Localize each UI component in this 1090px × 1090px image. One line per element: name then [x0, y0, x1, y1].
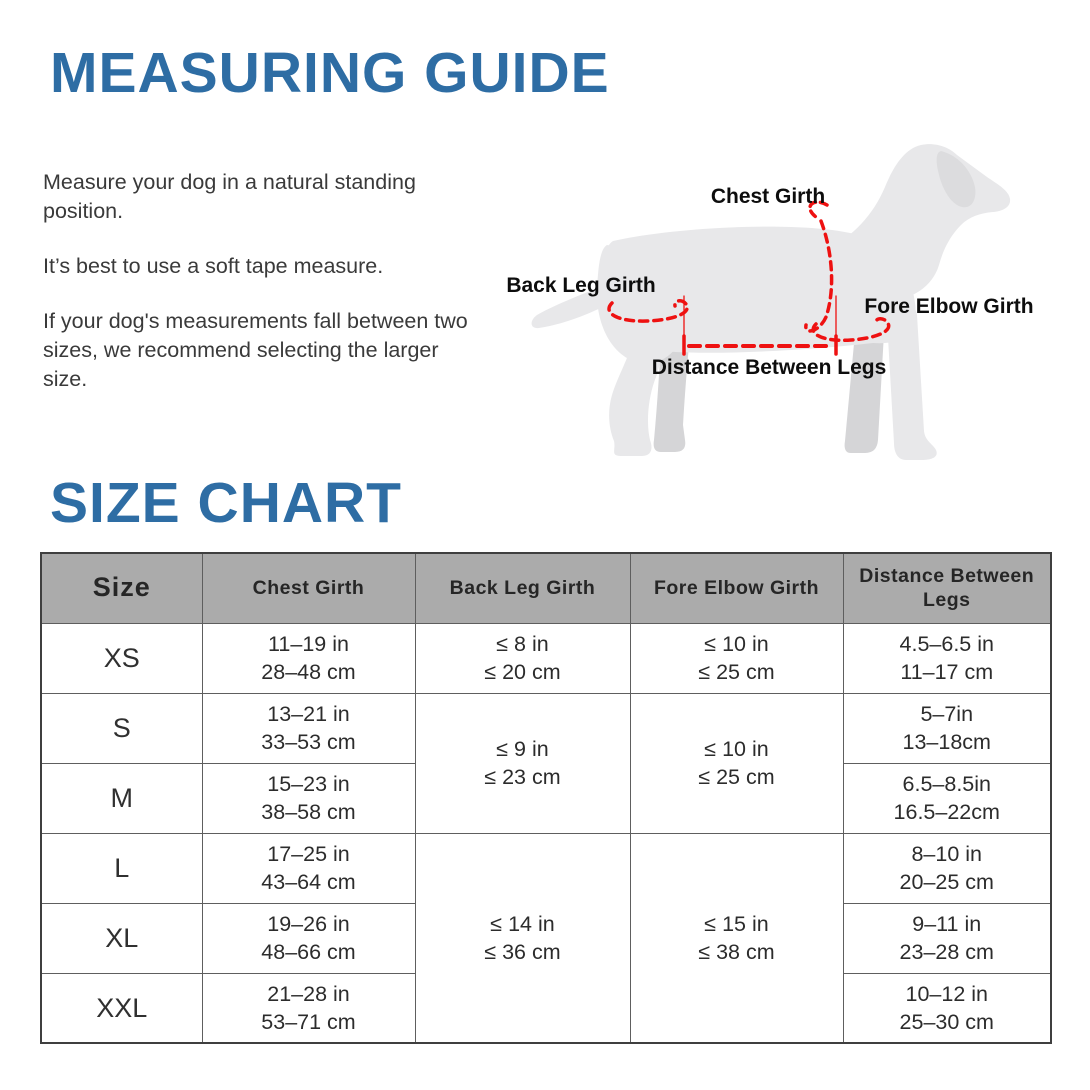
back-leg-girth-value-merged-l-xxl: ≤ 14 in ≤ 36 cm: [415, 833, 630, 1043]
column-header-chest-girth: Chest Girth: [202, 553, 415, 623]
distance-between-legs-value: 9–11 in 23–28 cm: [843, 903, 1051, 973]
table-row-xs: [41, 623, 1051, 693]
size-value: XS: [41, 623, 202, 693]
back-leg-girth-value: ≤ 8 in ≤ 20 cm: [415, 623, 630, 693]
column-header-size: Size: [41, 553, 202, 623]
chest-girth-value: 19–26 in 48–66 cm: [202, 903, 415, 973]
size-value: XXL: [41, 973, 202, 1043]
table-row-s: [41, 693, 1051, 763]
chest-girth-value: 11–19 in 28–48 cm: [202, 623, 415, 693]
distance-between-legs-value: 10–12 in 25–30 cm: [843, 973, 1051, 1043]
instruction-paragraph: Measure your dog in a natural standing position.: [43, 170, 416, 223]
instruction-paragraph: If your dog's measurements fall between two sizes, we recommend selecting the larger size.: [43, 309, 468, 391]
distance-between-legs-value: 5–7in 13–18cm: [843, 693, 1051, 763]
measuring-guide-title: MEASURING GUIDE: [50, 41, 610, 105]
chest-girth-value: 15–23 in 38–58 cm: [202, 763, 415, 833]
table-row-l: [41, 833, 1051, 903]
instruction-paragraph: It’s best to use a soft tape measure.: [43, 254, 384, 278]
measuring-instructions: [43, 168, 483, 420]
size-value: L: [41, 833, 202, 903]
chest-girth-label: Chest Girth: [710, 185, 826, 208]
fore-elbow-girth-label: Fore Elbow Girth: [864, 295, 1034, 318]
column-header-fore-elbow-girth: Fore Elbow Girth: [630, 553, 843, 623]
distance-between-legs-value: 6.5–8.5in 16.5–22cm: [843, 763, 1051, 833]
size-value: M: [41, 763, 202, 833]
distance-between-legs-label: Distance Between Legs: [651, 356, 887, 379]
size-chart-table: [40, 552, 1052, 1044]
table-header-row: [41, 553, 1051, 623]
column-header-back-leg-girth: Back Leg Girth: [415, 553, 630, 623]
size-value: S: [41, 693, 202, 763]
size-value: XL: [41, 903, 202, 973]
distance-between-legs-value: 8–10 in 20–25 cm: [843, 833, 1051, 903]
fore-elbow-girth-value-merged-s-m: ≤ 10 in ≤ 25 cm: [630, 693, 843, 833]
chest-girth-value: 13–21 in 33–53 cm: [202, 693, 415, 763]
chest-girth-value: 21–28 in 53–71 cm: [202, 973, 415, 1043]
size-chart-title: SIZE CHART: [50, 471, 402, 535]
distance-between-legs-value: 4.5–6.5 in 11–17 cm: [843, 623, 1051, 693]
chest-girth-value: 17–25 in 43–64 cm: [202, 833, 415, 903]
back-leg-girth-value-merged-s-m: ≤ 9 in ≤ 23 cm: [415, 693, 630, 833]
fore-elbow-girth-value: ≤ 10 in ≤ 25 cm: [630, 623, 843, 693]
back-leg-girth-label: Back Leg Girth: [506, 274, 656, 297]
fore-elbow-girth-value-merged-l-xxl: ≤ 15 in ≤ 38 cm: [630, 833, 843, 1043]
column-header-distance-between-legs: Distance Between Legs: [843, 553, 1051, 623]
dog-measurement-diagram: [475, 135, 1050, 480]
